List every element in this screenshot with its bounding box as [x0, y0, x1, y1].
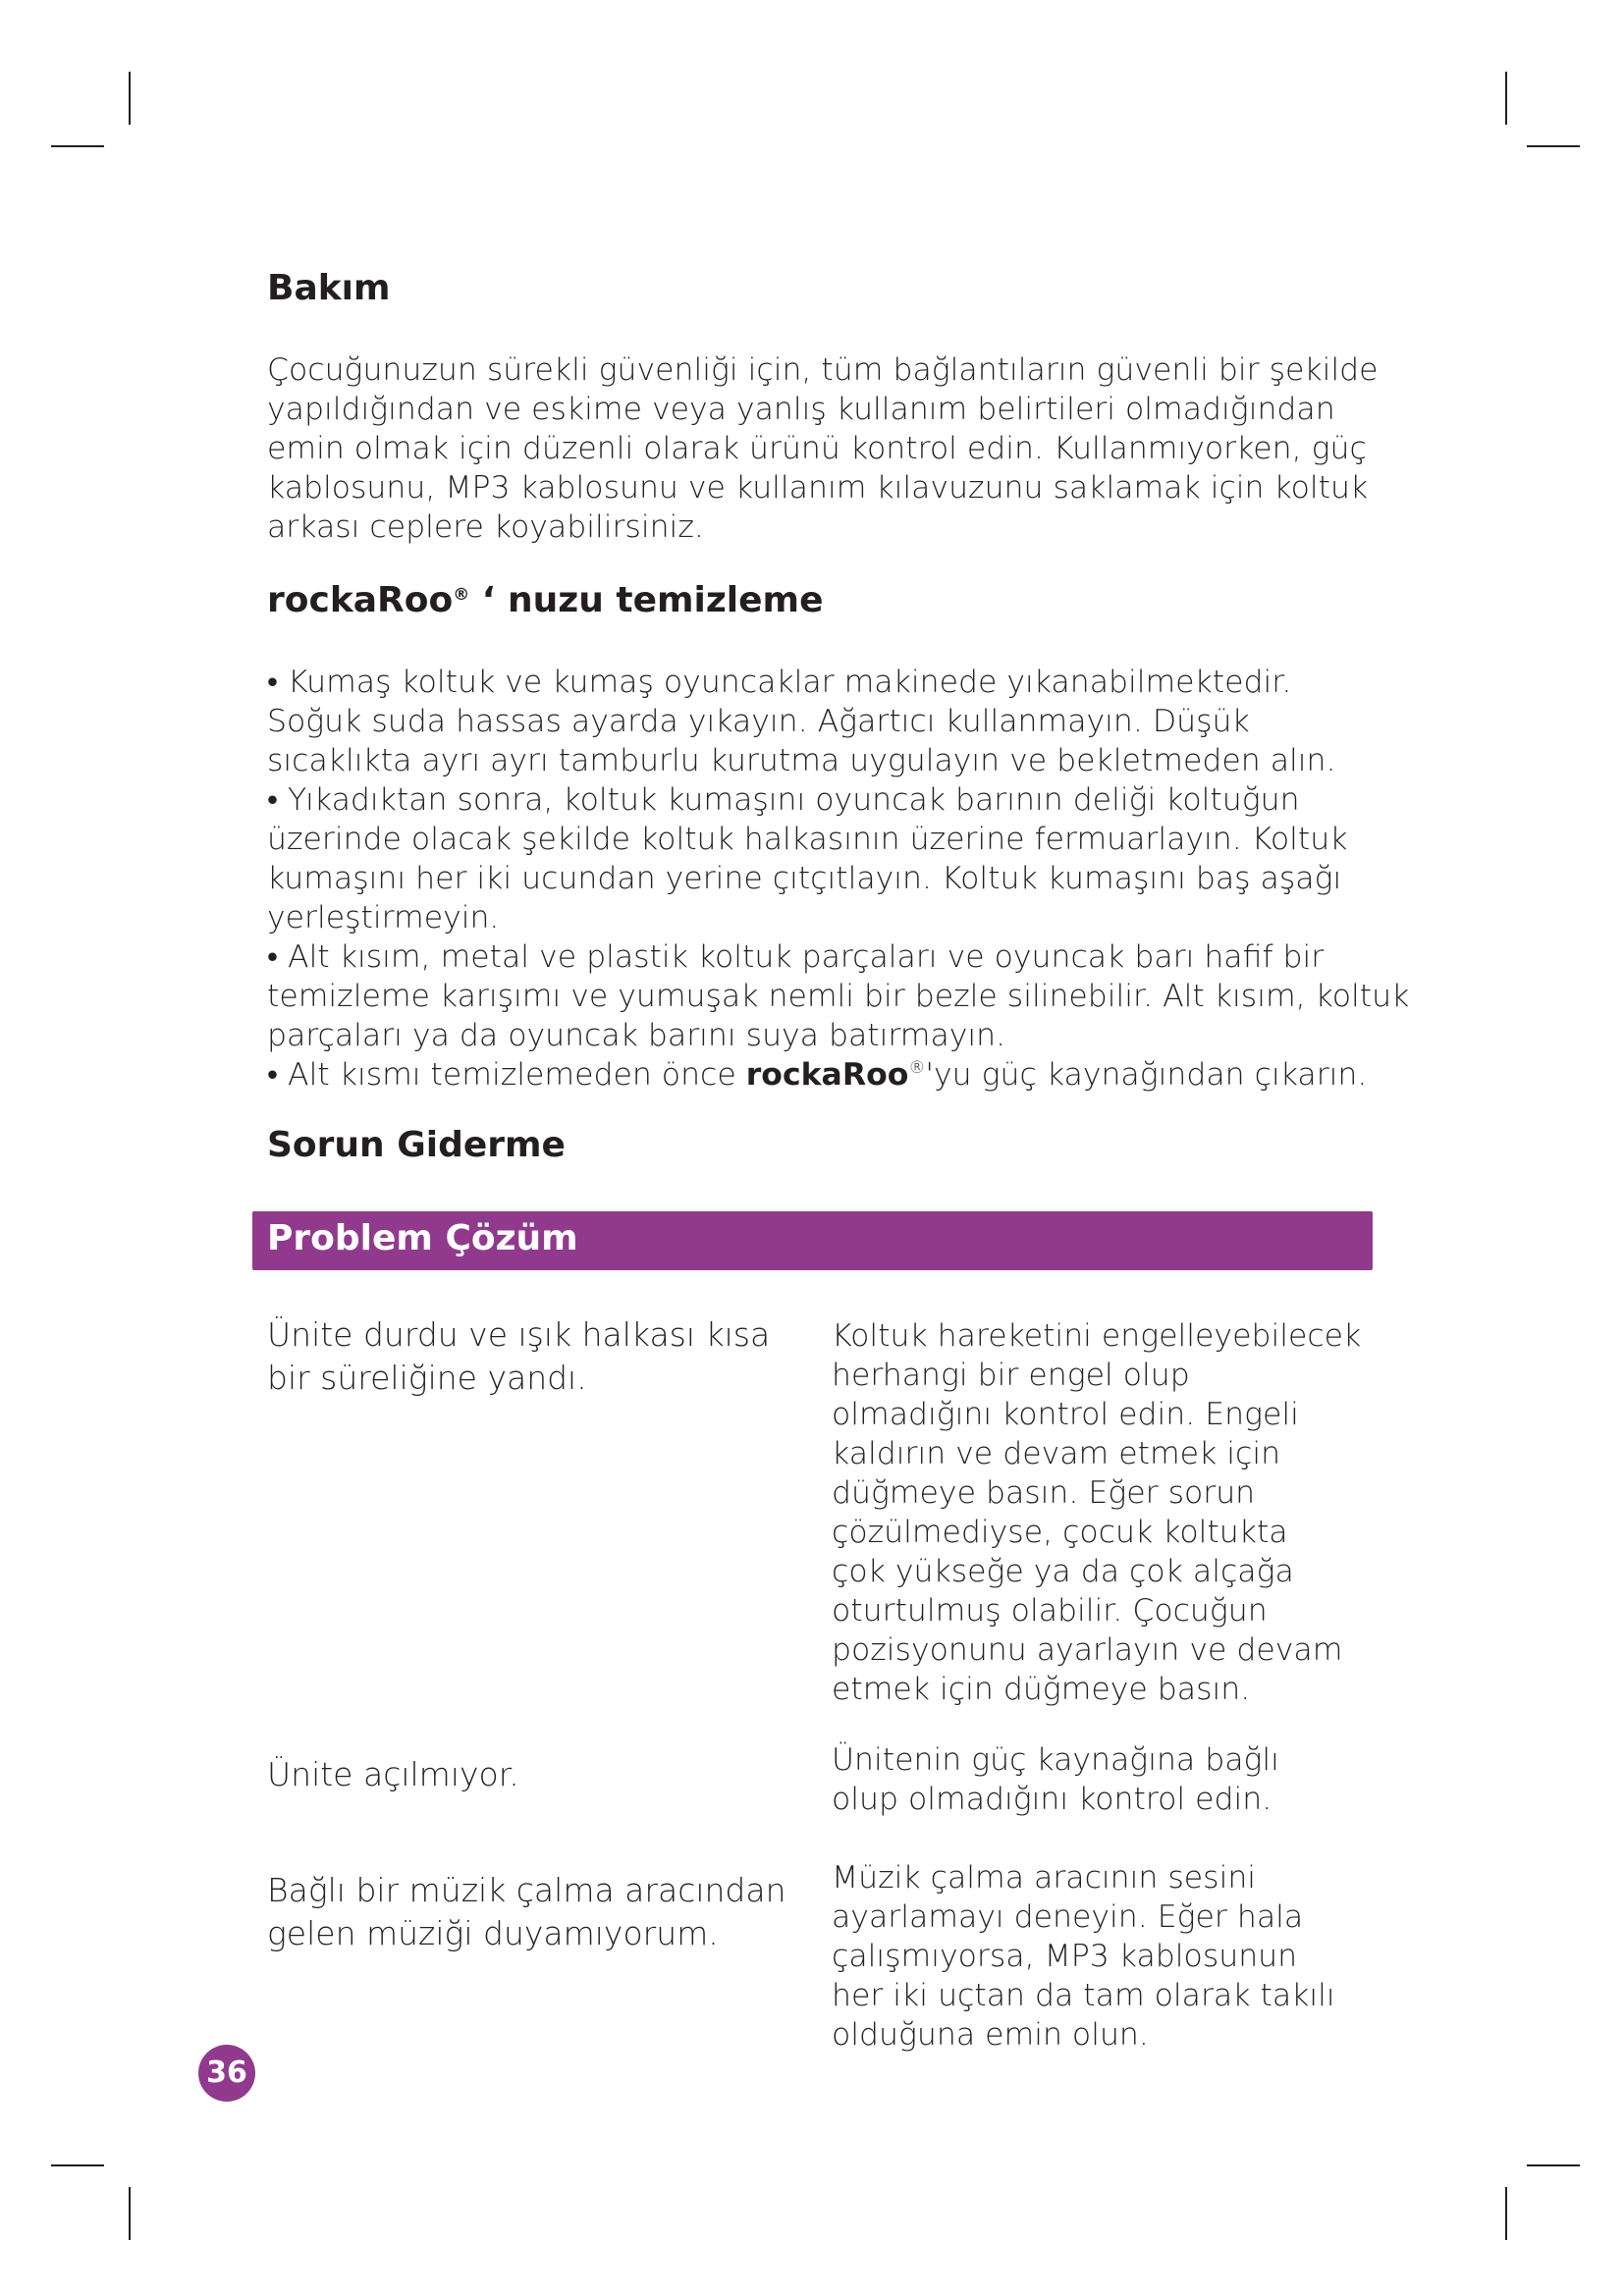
solution-cell	[832, 1740, 1381, 1819]
solution-line: düğmeye basın. Eğer sorun	[832, 1475, 1256, 1511]
paragraph-line	[267, 1055, 1377, 1095]
maintenance-heading: Bakım	[267, 268, 391, 308]
paragraph-line: üzerinde olacak şekilde koltuk halkasının üzerine fermuarlayın. Koltuk	[267, 822, 1348, 857]
problem-cell	[267, 1313, 817, 1400]
solution-line: çözülmediyse, çocuk koltukta	[832, 1515, 1288, 1550]
solution-line: etmek için düğmeye basın.	[832, 1672, 1251, 1707]
troubleshooting-heading: Sorun Giderme	[267, 1125, 566, 1165]
brand-name: rockaRoo	[745, 1057, 909, 1093]
maintenance-paragraph	[267, 350, 1377, 547]
line-suffix: 'yu güç kaynağından çıkarın.	[925, 1057, 1368, 1093]
paragraph-line: • Alt kısım, metal ve plastik koltuk parçaları ve oyuncak barı hafif bir	[267, 939, 1325, 975]
problem-line: Bağlı bir müzik çalma aracından	[267, 1871, 786, 1909]
problem-line: gelen müziği duyamıyorum.	[267, 1914, 719, 1952]
problem-line: Ünite açılmıyor.	[267, 1755, 519, 1793]
problem-line: bir süreliğine yandı.	[267, 1359, 587, 1397]
crop-mark	[129, 2187, 131, 2240]
solution-line: pozisyonunu ayarlayın ve devam	[832, 1632, 1343, 1668]
solution-line: Koltuk hareketini engelleyebilecek	[832, 1318, 1362, 1354]
paragraph-line: • Kumaş koltuk ve kumaş oyuncaklar makinede yıkanabilmektedir.	[267, 665, 1292, 700]
solution-line: çok yükseğe ya da çok alçağa	[832, 1554, 1294, 1589]
paragraph-line: emin olmak için düzenli olarak ürünü kontrol edin. Kullanmıyorken, güç	[267, 431, 1367, 466]
registered-mark: ®	[908, 1058, 926, 1079]
line-prefix: • Alt kısmı temizlemeden önce	[267, 1057, 746, 1093]
solution-line: herhangi bir engel olup	[832, 1358, 1190, 1393]
paragraph-line: Soğuk suda hassas ayarda yıkayın. Ağartıcı kullanmayın. Düşük	[267, 704, 1250, 739]
page-number-badge: 36	[198, 2045, 255, 2102]
problem-line: Ünite durdu ve ışık halkası kısa	[267, 1315, 771, 1354]
table-header-band	[252, 1211, 1373, 1270]
paragraph-line: parçaları ya da oyuncak barını suya batırmayın.	[267, 1018, 1006, 1053]
solution-cell	[832, 1316, 1381, 1709]
solution-line: kaldırın ve devam etmek için	[832, 1436, 1281, 1471]
crop-mark	[129, 72, 131, 125]
paragraph-line: yerleştirmeyin.	[267, 900, 500, 935]
crop-mark	[1527, 145, 1580, 147]
paragraph-line: kablosunu, MP3 kablosunu ve kullanım kılavuzunu saklamak için koltuk	[267, 470, 1369, 506]
solution-line: olmadığını kontrol edin. Engeli	[832, 1397, 1299, 1432]
solution-line: Müzik çalma aracının sesini	[832, 1860, 1257, 1896]
cleaning-heading	[267, 580, 823, 620]
registered-mark: ®	[453, 585, 470, 606]
solution-line: her iki uçtan da tam olarak takılı	[832, 1978, 1335, 2013]
paragraph-line: temizleme karışımı ve yumuşak nemli bir bezle silinebilir. Alt kısım, koltuk	[267, 979, 1410, 1014]
problem-cell	[267, 1869, 817, 1955]
paragraph-line: sıcaklıkta ayrı ayrı tamburlu kurutma uygulayın ve bekletmeden alın.	[267, 743, 1336, 778]
table-header-label: Problem Çözüm	[267, 1218, 578, 1258]
crop-mark	[51, 2164, 104, 2166]
solution-line: ayarlamayı deneyin. Eğer hala	[832, 1899, 1304, 1935]
solution-line: olduğuna emin olun.	[832, 2017, 1149, 2053]
crop-mark	[51, 145, 104, 147]
brand-name: rockaRoo	[267, 580, 454, 620]
paragraph-line: • Yıkadıktan sonra, koltuk kumaşını oyuncak barının deliği koltuğun	[267, 782, 1300, 818]
crop-mark	[1505, 2187, 1507, 2240]
paragraph-line: arkası ceplere koyabilirsiniz.	[267, 509, 704, 545]
heading-text: ‘ nuzu temizleme	[469, 580, 824, 620]
solution-line: oturtulmuş olabilir. Çocuğun	[832, 1593, 1268, 1629]
cleaning-paragraph	[267, 663, 1410, 1095]
problem-cell	[267, 1753, 817, 1796]
solution-line: çalışmıyorsa, MP3 kablosunun	[832, 1939, 1298, 1974]
crop-mark	[1505, 72, 1507, 125]
solution-cell	[832, 1858, 1381, 2055]
solution-line: olup olmadığını kontrol edin.	[832, 1782, 1272, 1817]
paragraph-line: yapıldığından ve eskime veya yanlış kullanım belirtileri olmadığından	[267, 392, 1335, 427]
solution-line: Ünitenin güç kaynağına bağlı	[832, 1742, 1279, 1778]
paragraph-line: Çocuğunuzun sürekli güvenliği için, tüm bağlantıların güvenli bir şekilde	[267, 352, 1379, 388]
crop-mark	[1527, 2164, 1580, 2166]
paragraph-line: kumaşını her iki ucundan yerine çıtçıtlayın. Koltuk kumaşını baş aşağı	[267, 861, 1342, 896]
